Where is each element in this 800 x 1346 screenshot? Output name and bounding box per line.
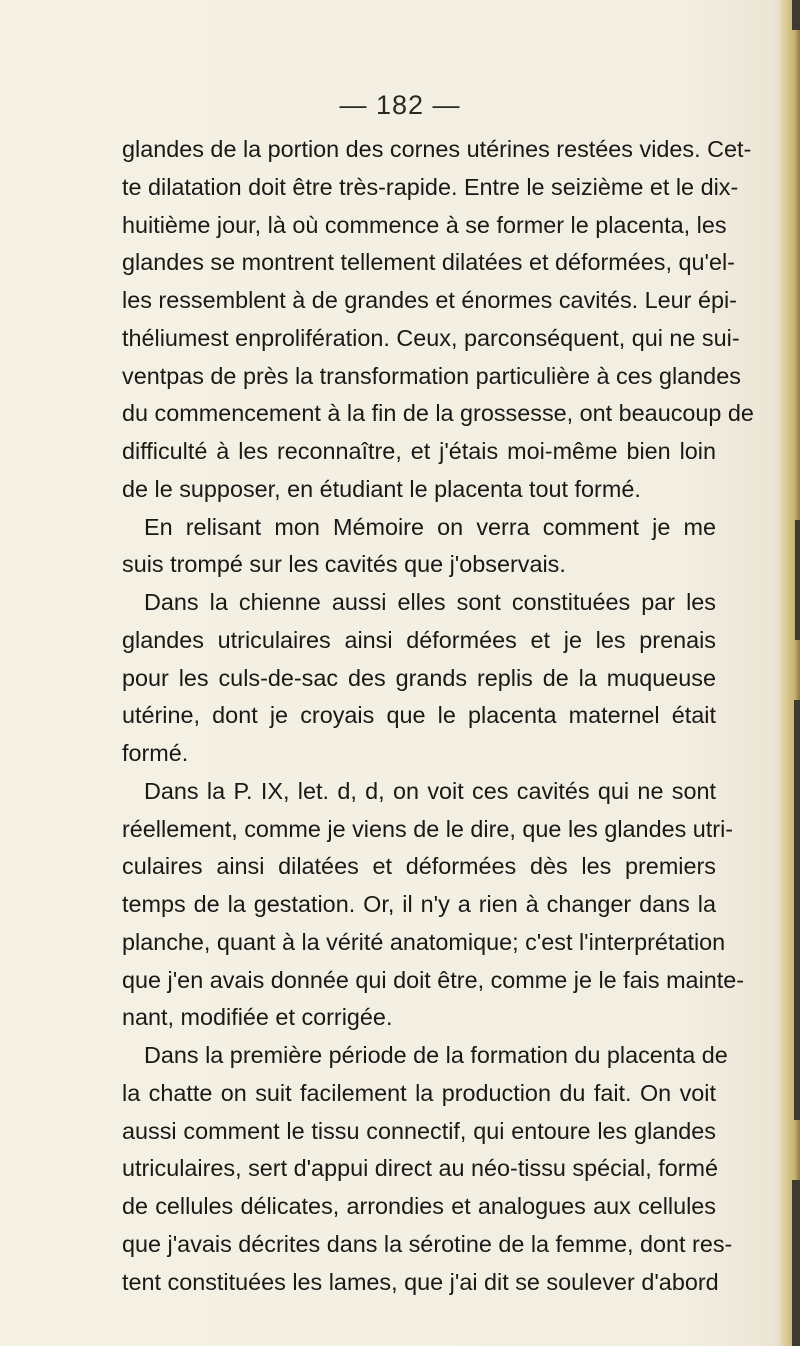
text-line: glandes de la portion des cornes utérines restées vides. Cet- bbox=[122, 136, 752, 162]
text-line: difficulté à les reconnaître, et j'étais moi-même bien loin bbox=[122, 438, 716, 464]
page-number: — 182 — bbox=[339, 90, 461, 120]
text-line: utérine, dont je croyais que le placenta maternel était bbox=[122, 702, 716, 729]
text-line: pour les culs-de-sac des grands replis de la muqueuse bbox=[122, 664, 716, 691]
text-line: du commencement à la fin de la grossesse, ont beaucoup de bbox=[122, 400, 754, 427]
page-edge-shadow bbox=[794, 700, 800, 1120]
text-line: temps de la gestation. Or, il n'y a rien à changer dans la bbox=[122, 891, 716, 917]
page-edge-shadow bbox=[792, 1180, 800, 1346]
text-line: de le supposer, en étudiant le placenta tout formé. bbox=[122, 475, 641, 502]
text-line: aussi comment le tissu connectif, qui entoure les glandes bbox=[122, 1117, 716, 1144]
text-line: formé. bbox=[122, 740, 189, 766]
text-line: planche, quant à la vérité anatomique; c'est l'interprétation bbox=[122, 928, 726, 955]
text-line: réellement, comme je viens de le dire, que les glandes utri- bbox=[122, 815, 734, 842]
text-line: suis trompé sur les cavités que j'observais. bbox=[122, 551, 566, 578]
page-edge bbox=[778, 0, 800, 1346]
text-line: glandes utriculaires ainsi déformées et je les prenais bbox=[122, 626, 716, 653]
text-line: que j'en avais donnée qui doit être, comme je le fais mainte- bbox=[122, 966, 745, 993]
text-line: Dans la chienne aussi elles sont constituées par les bbox=[144, 589, 716, 615]
text-line: ventpas de près la transformation particulière à ces glandes bbox=[122, 362, 741, 389]
text-line: culaires ainsi dilatées et déformées dès les premiers bbox=[122, 853, 716, 880]
body-text bbox=[122, 131, 754, 1301]
page-edge-shadow bbox=[795, 520, 800, 640]
text-line: Dans la première période de la formation du placenta de bbox=[144, 1042, 728, 1068]
text-line: la chatte on suit facilement la production du fait. On voit bbox=[122, 1079, 716, 1106]
text-line: théliumest enprolifération. Ceux, parconséquent, qui ne sui- bbox=[122, 324, 740, 351]
text-line: huitième jour, là où commence à se former le placenta, les bbox=[122, 211, 727, 238]
text-line: Dans la P. IX, let. d, d, on voit ces cavités qui ne sont bbox=[144, 777, 716, 804]
text-line: tent constituées les lames, que j'ai dit se soulever d'abord bbox=[122, 1268, 719, 1295]
text-line: que j'avais décrites dans la sérotine de la femme, dont res- bbox=[122, 1230, 733, 1257]
text-line: glandes se montrent tellement dilatées et déformées, qu'el- bbox=[122, 249, 735, 276]
text-line: de cellules délicates, arrondies et analogues aux cellules bbox=[122, 1193, 716, 1219]
text-line: En relisant mon Mémoire on verra comment je me bbox=[144, 513, 716, 540]
text-line: te dilatation doit être très-rapide. Entre le seizième et le dix- bbox=[122, 173, 739, 200]
text-line: nant, modifiée et corrigée. bbox=[122, 1004, 393, 1031]
page-edge-shadow bbox=[792, 0, 800, 30]
text-line: utriculaires, sert d'appui direct au néo-tissu spécial, formé bbox=[122, 1155, 719, 1182]
text-line: les ressemblent à de grandes et énormes cavités. Leur épi- bbox=[122, 287, 737, 313]
